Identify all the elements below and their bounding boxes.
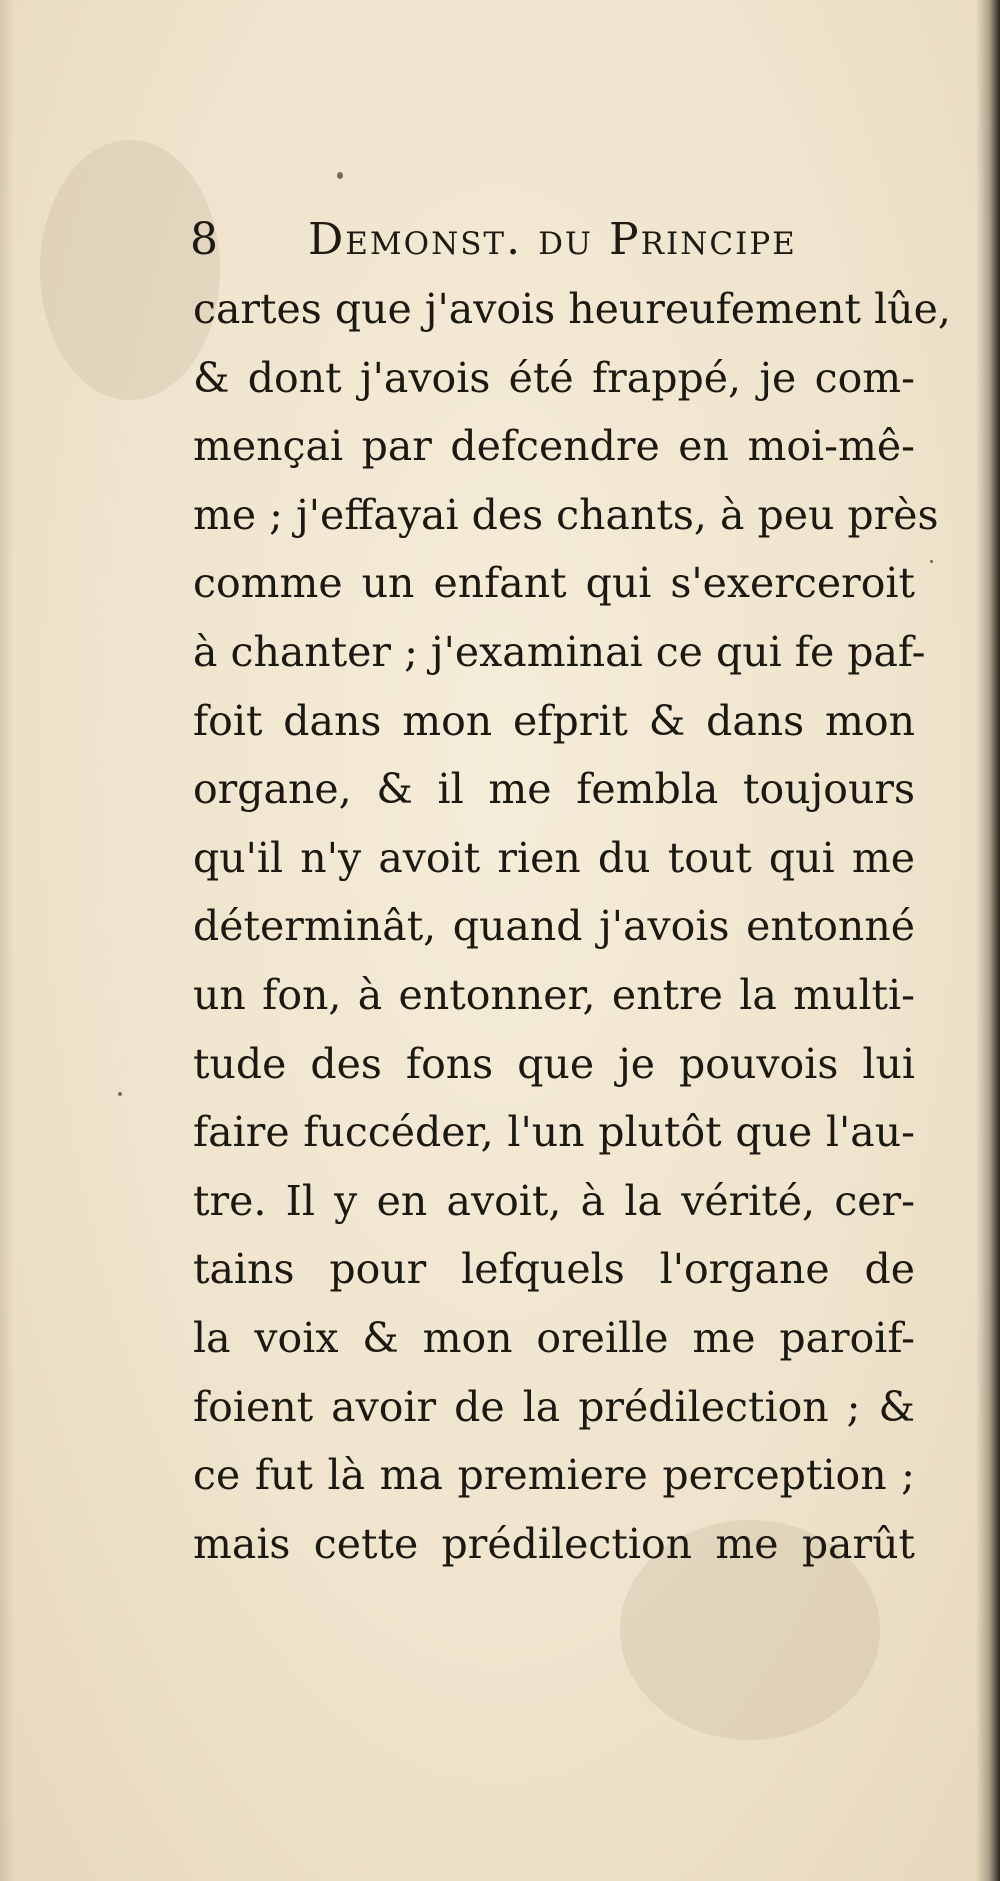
page-right-edge xyxy=(976,0,1000,1881)
text-line: me ; j'effayai des chants, à peu près xyxy=(193,490,939,539)
page-number: 8 xyxy=(190,214,218,265)
ink-speck xyxy=(118,1092,122,1096)
text-line: foient avoir de la prédilection ; & xyxy=(193,1382,915,1431)
page-header xyxy=(190,212,910,272)
ink-speck xyxy=(930,560,933,563)
text-line: tude des fons que je pouvois lui xyxy=(193,1039,915,1088)
text-line: foit dans mon efprit & dans mon xyxy=(193,696,915,745)
text-line: à chanter ; j'examinai ce qui fe paf- xyxy=(193,627,926,676)
text-line: un fon, à entonner, entre la multi- xyxy=(193,970,915,1019)
text-line: cartes que j'avois heureufement lûe, xyxy=(193,285,951,333)
ink-speck xyxy=(337,172,343,179)
running-head: Demonst. du Principe xyxy=(308,214,797,265)
text-line: & dont j'avois été frappé, je com- xyxy=(193,353,915,402)
text-line: tains pour lefquels l'organe de xyxy=(193,1245,915,1294)
text-line: déterminât, quand j'avois entonné xyxy=(193,902,915,951)
text-line: comme un enfant qui s'exerceroit xyxy=(193,559,915,608)
text-line: faire fuccéder, l'un plutôt que l'au- xyxy=(193,1108,915,1157)
text-line: tre. Il y en avoit, à la vérité, cer- xyxy=(193,1176,915,1225)
text-line: qu'il n'y avoit rien du tout qui me xyxy=(193,833,915,882)
text-line: la voix & mon oreille me paroif- xyxy=(193,1313,915,1362)
text-line: mais cette prédilection me parût xyxy=(193,1519,915,1568)
text-line: organe, & il me fembla toujours xyxy=(193,765,915,814)
text-line: mençai par defcendre en moi-mê- xyxy=(193,422,915,471)
body-text xyxy=(193,275,951,1578)
page-left-edge xyxy=(0,0,14,1881)
text-line: ce fut là ma premiere perception ; xyxy=(193,1451,915,1500)
